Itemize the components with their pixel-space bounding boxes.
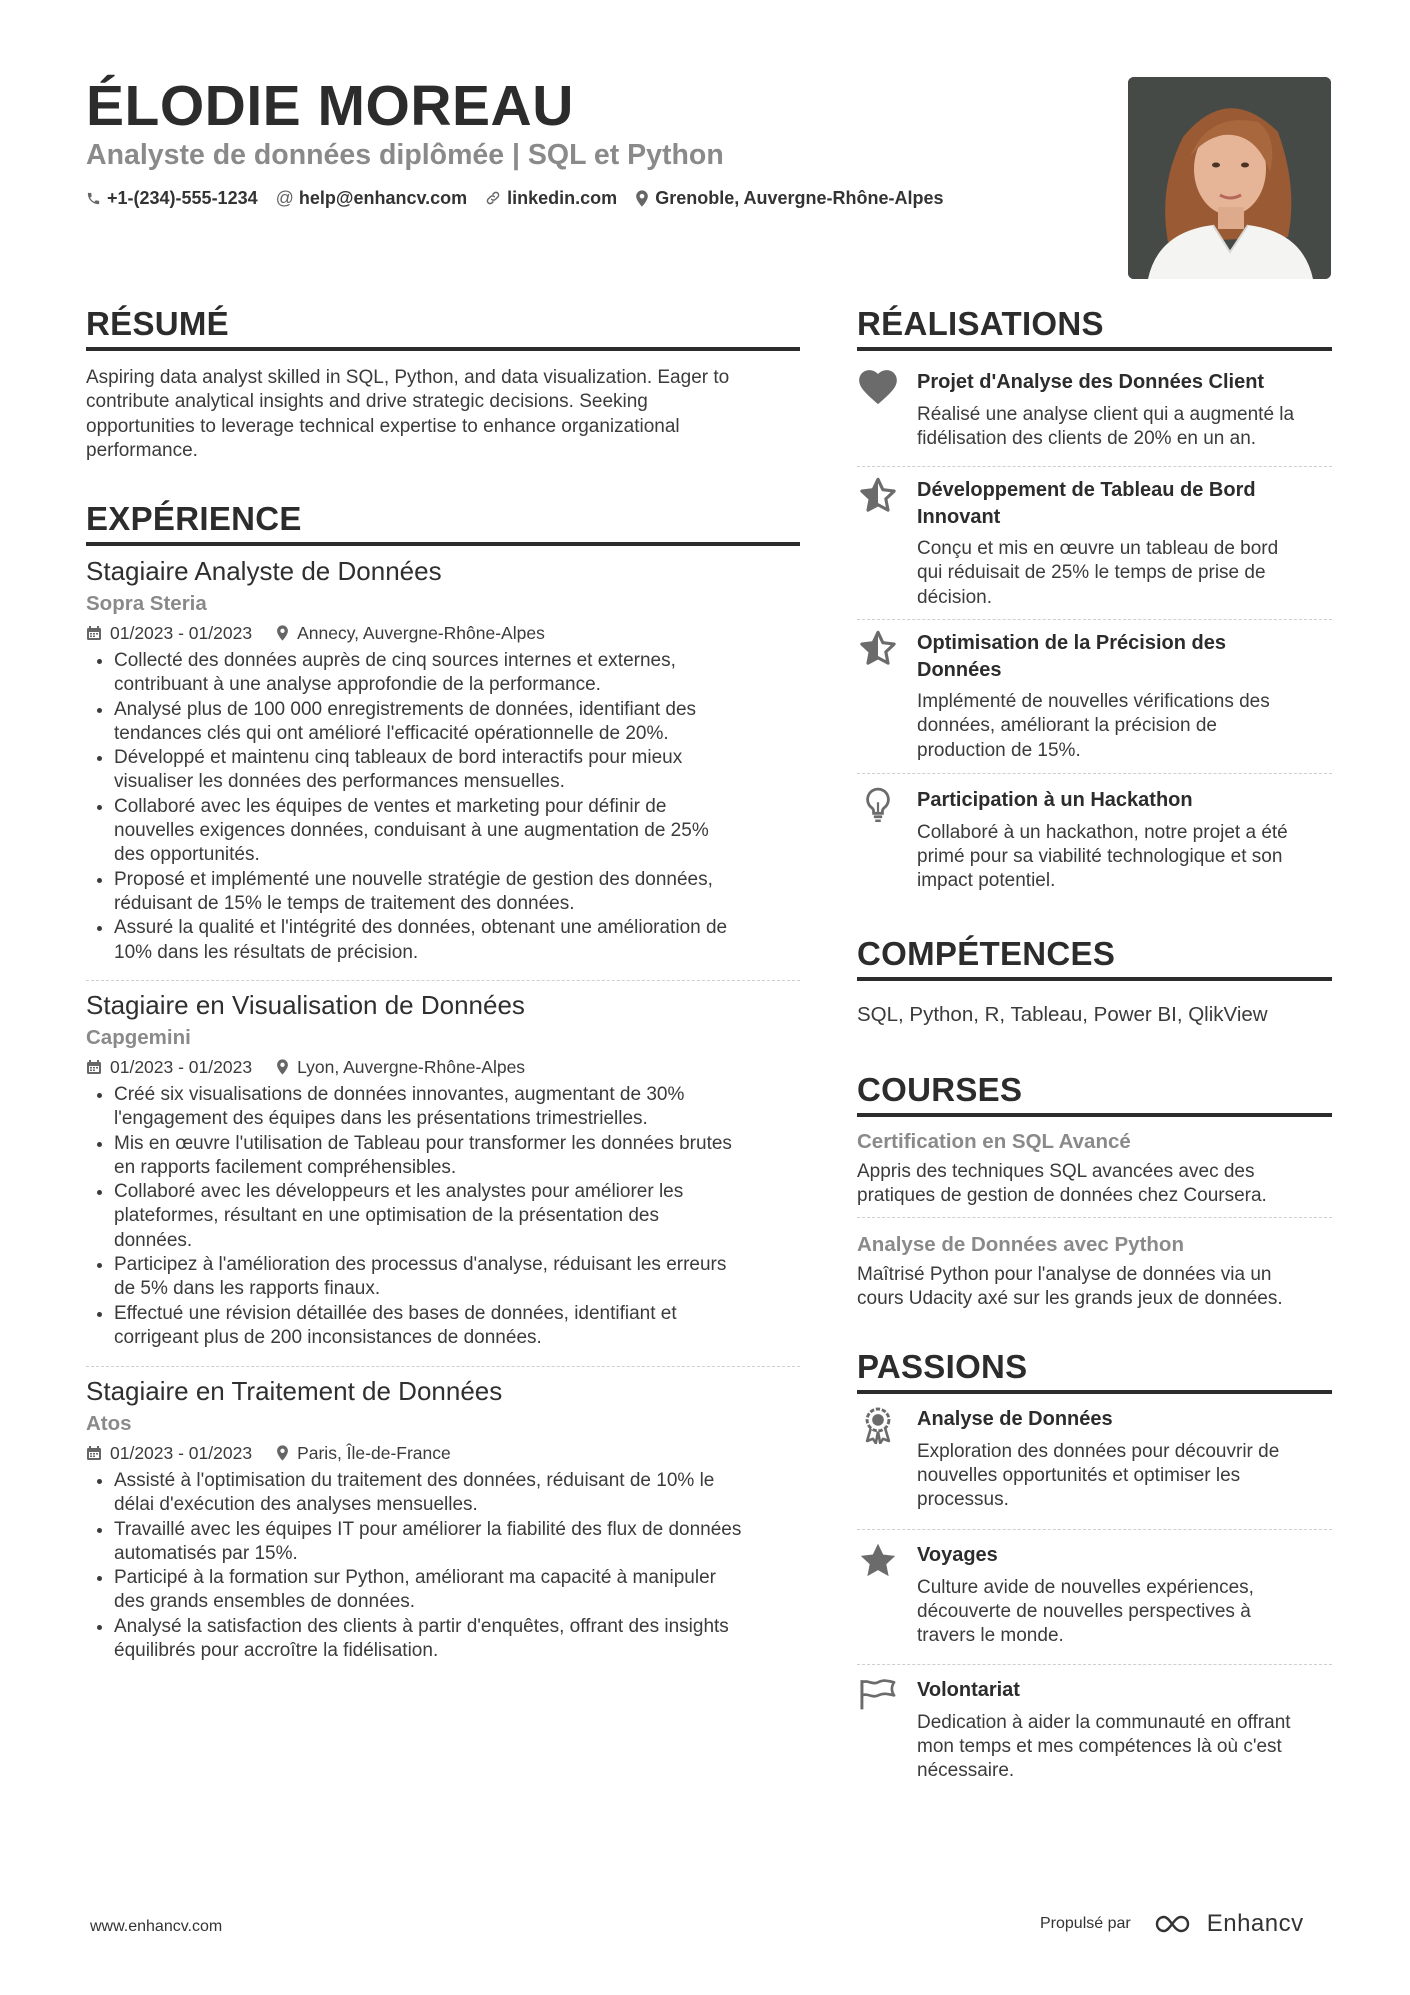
- experience-entry: [86, 988, 800, 1350]
- job-bullets: [86, 1469, 800, 1663]
- course-item: [857, 1128, 1332, 1209]
- job-location: [276, 1055, 525, 1079]
- bullet-item: • Proposé et implémenté une nouvelle stratégie de gestion des données, réduisant de 15% le temps de traitement des données.: [114, 868, 800, 917]
- achievements-section-title: RÉALISATIONS: [857, 304, 1332, 351]
- courses-section-title: COURSES: [857, 1070, 1332, 1117]
- passion-title: Volontariat: [917, 1679, 1020, 1701]
- passion-desc: Culture avide de nouvelles expériences, découverte de nouvelles perspectives à travers le monde.: [917, 1576, 1254, 1647]
- summary-line: performance.: [86, 439, 198, 461]
- company-name: Atos: [86, 1412, 132, 1435]
- candidate-name: ÉLODIE MOREAU: [86, 74, 574, 138]
- email-text: help@enhancv.com: [298, 188, 468, 208]
- bullet-item: • Participé à la formation sur Python, améliorant ma capacité à manipuler des grands ensembles de données.: [114, 1566, 800, 1615]
- divider: [86, 980, 800, 981]
- divider: [857, 1529, 1332, 1530]
- bullet-item: • Mis en œuvre l'utilisation de Tableau pour transformer les données brutes en rapports facilement compréhensibles.: [114, 1132, 800, 1181]
- candidate-subtitle: Analyste de données diplômée | SQL et Python: [86, 139, 724, 171]
- job-title: Stagiaire en Visualisation de Données: [86, 990, 525, 1020]
- contact-phone[interactable]: [86, 186, 258, 210]
- divider: [857, 1664, 1332, 1665]
- summary-line: Aspiring data analyst skilled in SQL, Python, and data visualization. Eager to: [86, 367, 730, 388]
- linkedin-text: linkedin.com: [507, 188, 618, 208]
- divider: [857, 466, 1332, 467]
- passions-section-title: PASSIONS: [857, 1347, 1332, 1394]
- bullet-item: • Développé et maintenu cinq tableaux de bord interactifs pour mieux visualiser les données des performances mensuelles.: [114, 746, 800, 795]
- achievement-title: Développement de Tableau de Bord Innovant: [917, 479, 1256, 528]
- experience-entry: [86, 554, 800, 965]
- job-dates: [86, 1055, 252, 1079]
- star-icon: [859, 1542, 897, 1578]
- lightbulb-icon: [863, 787, 893, 823]
- calendar-icon: [86, 1445, 102, 1461]
- job-title: Stagiaire en Traitement de Données: [86, 1376, 503, 1406]
- divider: [857, 773, 1332, 774]
- location-pin-icon: [276, 1059, 289, 1075]
- resume-section-title: RÉSUMÉ: [86, 304, 800, 351]
- location-text: Grenoble, Auvergne-Rhône-Alpes: [655, 188, 944, 208]
- achievement-desc: Réalisé une analyse client qui a augmenté la fidélisation des clients de 20% en un an.: [917, 403, 1295, 449]
- contact-email[interactable]: [276, 186, 468, 210]
- achievement-title: Participation à un Hackathon: [917, 789, 1193, 811]
- job-dates-text: 01/2023 - 01/2023: [110, 1443, 253, 1463]
- footer-website[interactable]: www.enhancv.com: [90, 1918, 223, 1935]
- achievement-title: Projet d'Analyse des Données Client: [917, 371, 1265, 393]
- job-bullets: [86, 649, 800, 965]
- resume-summary: [86, 366, 800, 463]
- passion-title: Analyse de Données: [917, 1408, 1113, 1430]
- star-half-icon: [859, 477, 897, 513]
- course-item: [857, 1231, 1332, 1312]
- job-location: [276, 621, 545, 645]
- bullet-item: • Participez à l'amélioration des processus d'analyse, réduisant les erreurs de 5% dans les rapports finaux.: [114, 1253, 800, 1302]
- passion-item: [857, 1542, 1332, 1648]
- powered-by-text: Propulsé par: [1040, 1915, 1131, 1932]
- heart-icon: [858, 369, 898, 405]
- experience-section-title: EXPÉRIENCE: [86, 499, 800, 546]
- at-icon: @: [275, 188, 294, 208]
- bullet-item: • Collaboré avec les équipes de ventes et marketing pour définir de nouvelles exigences données, conduisant à une augmentation de 25% des opportunités.: [114, 795, 800, 868]
- award-icon: [862, 1406, 894, 1444]
- summary-line: contribute analytical insights and drive strategic decisions. Seeking: [86, 391, 648, 413]
- job-dates-text: 01/2023 - 01/2023: [110, 623, 253, 643]
- passion-item: [857, 1677, 1332, 1783]
- bullet-item: • Collecté des données auprès de cinq sources internes et externes, contribuant à une analyse approfondie de la performance.: [114, 649, 800, 698]
- course-desc: Appris des techniques SQL avancées avec des pratiques de gestion de données chez Coursera.: [857, 1161, 1267, 1207]
- summary-line: opportunities to leverage technical expertise to enhance organizational: [86, 415, 680, 437]
- passion-desc: Exploration des données pour découvrir de nouvelles opportunités et optimiser les processus.: [917, 1440, 1280, 1511]
- phone-icon: [86, 191, 101, 206]
- company-name: Sopra Steria: [86, 592, 207, 615]
- job-title: Stagiaire Analyste de Données: [86, 556, 442, 586]
- contact-location: [635, 186, 943, 210]
- location-pin-icon: [276, 625, 289, 641]
- passion-item: [857, 1406, 1332, 1512]
- achievement-item: [857, 630, 1332, 763]
- achievement-item: [857, 369, 1332, 451]
- job-dates-text: 01/2023 - 01/2023: [110, 1057, 253, 1077]
- course-desc: Maîtrisé Python pour l'analyse de données via un cours Udacity axé sur les grands jeux de données.: [857, 1264, 1283, 1310]
- brand-name: Enhancv: [1206, 1910, 1304, 1937]
- contact-bar: [86, 186, 962, 210]
- bullet-item: • Assuré la qualité et l'intégrité des données, obtenant une amélioration de 10% dans les résultats de précision.: [114, 916, 800, 965]
- job-location-text: Paris, Île-de-France: [297, 1443, 451, 1463]
- achievement-desc: Collaboré à un hackathon, notre projet a été primé pour sa viabilité technologique et son impact potentiel.: [917, 821, 1288, 892]
- footer-branding: [1040, 1910, 1304, 1938]
- bullet-item: • Assisté à l'optimisation du traitement des données, réduisant de 10% le délai d'exécution des analyses mensuelles.: [114, 1469, 800, 1518]
- job-location-text: Annecy, Auvergne-Rhône-Alpes: [297, 623, 545, 643]
- achievement-desc: Conçu et mis en œuvre un tableau de bord qui réduisait de 25% le temps de prise de décision.: [917, 538, 1279, 608]
- divider: [86, 1366, 800, 1367]
- passion-title: Voyages: [917, 1544, 998, 1566]
- course-title: Analyse de Données avec Python: [857, 1233, 1184, 1256]
- experience-entry: [86, 1374, 800, 1663]
- enhancv-logo-icon: [1151, 1911, 1199, 1937]
- calendar-icon: [86, 1059, 102, 1075]
- achievement-title: Optimisation de la Précision des Données: [917, 632, 1226, 681]
- link-icon: [485, 190, 501, 206]
- job-meta: [86, 621, 800, 645]
- job-meta: [86, 1055, 800, 1079]
- job-bullets: [86, 1083, 800, 1350]
- contact-linkedin[interactable]: [485, 186, 617, 210]
- bullet-item: • Analysé la satisfaction des clients à partir d'enquêtes, offrant des insights équilibrés pour accroître la fidélisation.: [114, 1615, 800, 1664]
- bullet-item: • Effectué une révision détaillée des bases de données, identifiant et corrigeant plus de 200 inconsistances de données.: [114, 1302, 800, 1351]
- skills-section-title: COMPÉTENCES: [857, 934, 1332, 981]
- bullet-item: • Créé six visualisations de données innovantes, augmentant de 30% l'engagement des équipes dans les présentations trimestrielles.: [114, 1083, 800, 1132]
- skills-list: SQL, Python, R, Tableau, Power BI, QlikView: [857, 1003, 1268, 1026]
- flag-icon: [859, 1677, 897, 1711]
- bullet-item: • Analysé plus de 100 000 enregistrements de données, identifiant des tendances clés qui ont amélioré l'efficacité opérationnelle de 20%.: [114, 698, 800, 747]
- phone-text: +1-(234)-555-1234: [107, 188, 258, 208]
- profile-photo: [1128, 77, 1331, 279]
- job-dates: [86, 1441, 252, 1465]
- star-half-icon: [859, 630, 897, 666]
- passion-desc: Dedication à aider la communauté en offrant mon temps et mes compétences là où c'est nécessaire.: [917, 1711, 1291, 1782]
- achievement-item: [857, 787, 1332, 893]
- bullet-item: • Collaboré avec les développeurs et les analystes pour améliorer les plateformes, résultant en une optimisation de la présentation des données.: [114, 1180, 800, 1253]
- achievement-item: [857, 477, 1332, 610]
- job-meta: [86, 1441, 800, 1465]
- bullet-item: • Travaillé avec les équipes IT pour améliorer la fiabilité des flux de données automatisés par 15%.: [114, 1518, 800, 1567]
- location-pin-icon: [635, 190, 649, 207]
- calendar-icon: [86, 625, 102, 641]
- location-pin-icon: [276, 1445, 289, 1461]
- achievement-desc: Implémenté de nouvelles vérifications des données, améliorant la précision de production de 15%.: [917, 691, 1270, 761]
- divider: [857, 1217, 1332, 1218]
- company-name: Capgemini: [86, 1026, 191, 1049]
- job-location-text: Lyon, Auvergne-Rhône-Alpes: [297, 1057, 526, 1077]
- divider: [857, 619, 1332, 620]
- job-dates: [86, 621, 252, 645]
- job-location: [276, 1441, 451, 1465]
- course-title: Certification en SQL Avancé: [857, 1130, 1131, 1153]
